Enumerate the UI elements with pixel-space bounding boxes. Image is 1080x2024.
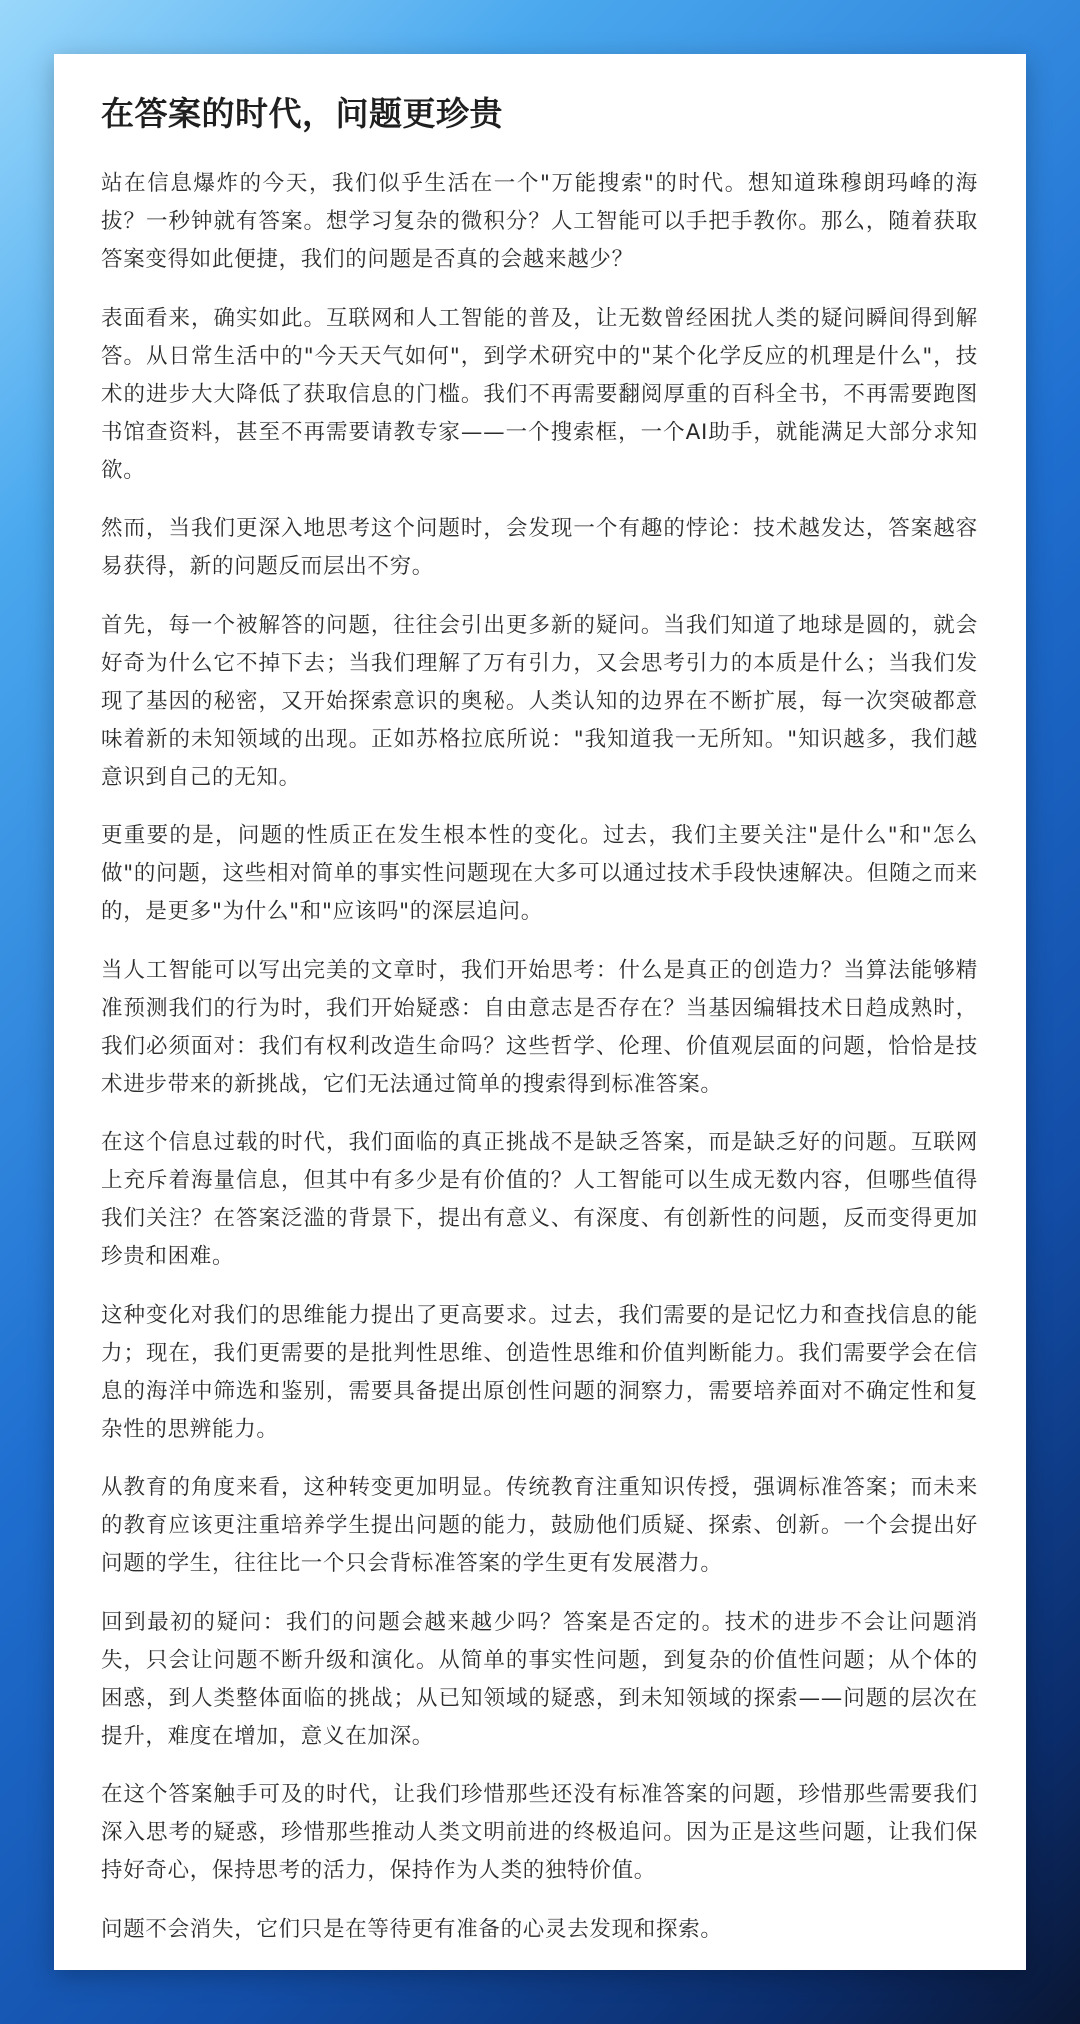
article-paragraph: 从教育的角度来看，这种转变更加明显。传统教育注重知识传授，强调标准答案；而未来的教育应该更注重培养学生提出问题的能力，鼓励他们质疑、探索、创新。一个会提出好问题的学生，往往比一个只会背标准答案的学生更有发展潜力。 xyxy=(101,1475,978,1576)
article-paragraph: 这种变化对我们的思维能力提出了更高要求。过去，我们需要的是记忆力和查找信息的能力；现在，我们更需要的是批判性思维、创造性思维和价值判断能力。我们需要学会在信息的海洋中筛选和鉴别，需要具备提出原创性问题的洞察力，需要培养面对不确定性和复杂性的思辨能力。 xyxy=(101,1302,978,1442)
article-paragraph: 表面看来，确实如此。互联网和人工智能的普及，让无数曾经困扰人类的疑问瞬间得到解答。从日常生活中的"今天天气如何"，到学术研究中的"某个化学反应的机理是什么"，技术的进步大大降低了获取信息的门槛。我们不再需要翻阅厚重的百科全书，不再需要跑图书馆查资料，甚至不再需要请教专家——一个搜索框，一个AI助手，就能满足大部分求知欲。 xyxy=(101,305,978,483)
article-paragraph: 在这个答案触手可及的时代，让我们珍惜那些还没有标准答案的问题，珍惜那些需要我们深入思考的疑惑，珍惜那些推动人类文明前进的终极追问。因为正是这些问题，让我们保持好奇心，保持思考的活力，保持作为人类的独特价值。 xyxy=(101,1782,978,1883)
article-paragraph: 然而，当我们更深入地思考这个问题时，会发现一个有趣的悖论：技术越发达，答案越容易获得，新的问题反而层出不穷。 xyxy=(101,516,978,579)
article-title: 在答案的时代，问题更珍贵 xyxy=(101,94,503,133)
article-paragraph: 站在信息爆炸的今天，我们似乎生活在一个"万能搜索"的时代。想知道珠穆朗玛峰的海拔？一秒钟就有答案。想学习复杂的微积分？人工智能可以手把手教你。那么，随着获取答案变得如此便捷，我们的问题是否真的会越来越少？ xyxy=(101,171,978,272)
article-paragraph: 问题不会消失，它们只是在等待更有准备的心灵去发现和探索。 xyxy=(101,1916,723,1942)
article-paragraph: 更重要的是，问题的性质正在发生根本性的变化。过去，我们主要关注"是什么"和"怎么做"的问题，这些相对简单的事实性问题现在大多可以通过技术手段快速解决。但随之而来的，是更多"为什么"和"应该吗"的深层追问。 xyxy=(101,823,978,924)
article-paragraph: 在这个信息过载的时代，我们面临的真正挑战不是缺乏答案，而是缺乏好的问题。互联网上充斥着海量信息，但其中有多少是有价值的？人工智能可以生成无数内容，但哪些值得我们关注？在答案泛滥的背景下，提出有意义、有深度、有创新性的问题，反而变得更加珍贵和困难。 xyxy=(101,1130,978,1269)
article-paragraph: 回到最初的疑问：我们的问题会越来越少吗？答案是否定的。技术的进步不会让问题消失，只会让问题不断升级和演化。从简单的事实性问题，到复杂的价值性问题；从个体的困惑，到人类整体面临的挑战；从已知领域的疑惑，到未知领域的探索——问题的层次在提升，难度在增加，意义在加深。 xyxy=(101,1609,978,1749)
article-paragraph: 当人工智能可以写出完美的文章时，我们开始思考：什么是真正的创造力？当算法能够精准预测我们的行为时，我们开始疑惑：自由意志是否存在？当基因编辑技术日趋成熟时，我们必须面对：我们有权利改造生命吗？这些哲学、伦理、价值观层面的问题，恰恰是技术进步带来的新挑战，它们无法通过简单的搜索得到标准答案。 xyxy=(101,957,978,1097)
article-card xyxy=(54,54,1026,1970)
article-paragraph: 首先，每一个被解答的问题，往往会引出更多新的疑问。当我们知道了地球是圆的，就会好奇为什么它不掉下去；当我们理解了万有引力，又会思考引力的本质是什么；当我们发现了基因的秘密，又开始探索意识的奥秘。人类认知的边界在不断扩展，每一次突破都意味着新的未知领域的出现。正如苏格拉底所说："我知道我一无所知。"知识越多，我们越意识到自己的无知。 xyxy=(101,612,978,790)
